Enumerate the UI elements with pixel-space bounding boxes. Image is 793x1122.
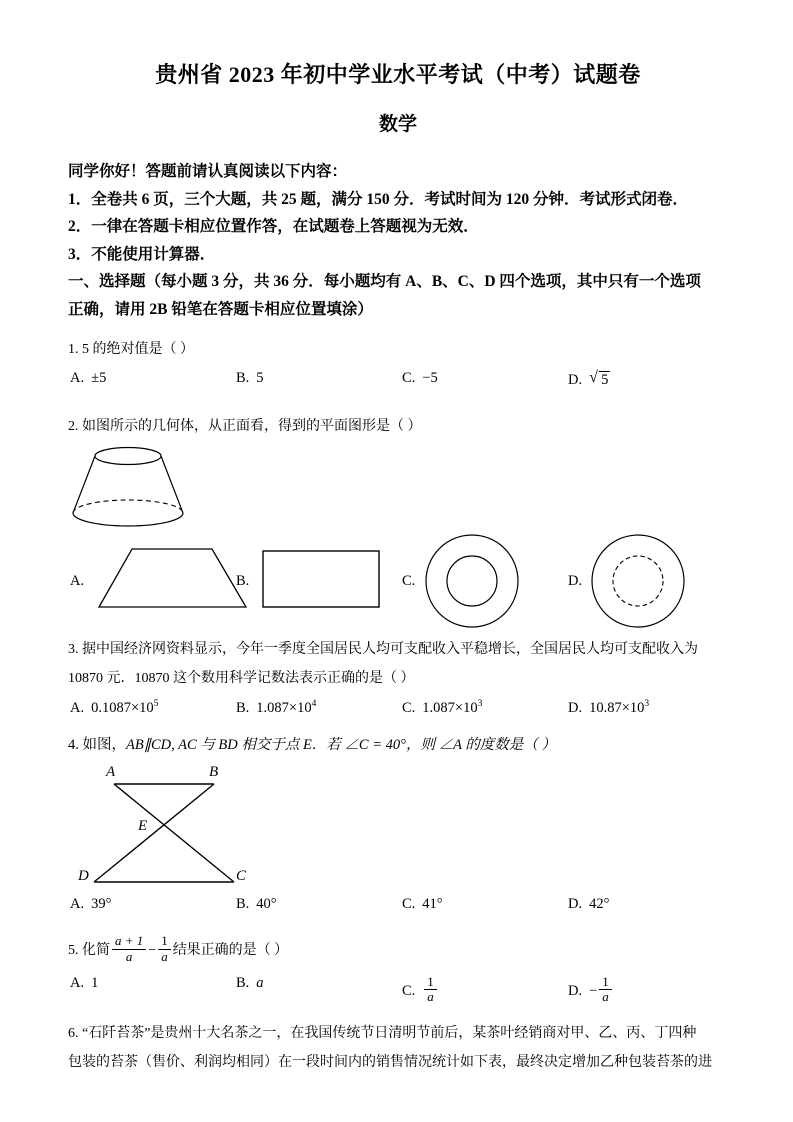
question-3-option-d[interactable]: D. $10.87\times 10^3$: [568, 699, 650, 716]
option-label: A.: [70, 370, 85, 386]
question-2-option-c-label[interactable]: C.: [402, 573, 416, 589]
section-heading-line-2: 正确，请用 2B 铅笔在答题卡相应位置填涂）: [68, 300, 373, 318]
question-5-option-a[interactable]: [70, 975, 98, 992]
option-text: 39°: [91, 896, 112, 912]
question-3-stem-line-1: [68, 635, 728, 664]
svg-text:B: B: [209, 764, 219, 780]
question-3-options: [68, 699, 728, 729]
question-5-option-d[interactable]: [568, 975, 614, 1005]
question-6-number: 6.: [68, 1025, 79, 1041]
question-2-number: 2.: [68, 419, 79, 434]
rectangle-shape-icon: [258, 541, 418, 623]
question-4-option-b[interactable]: [236, 896, 277, 913]
question-4-option-c[interactable]: [402, 896, 443, 913]
fraction-denominator: a: [424, 989, 437, 1005]
svg-text:D: D: [78, 868, 89, 884]
option-label: B.: [236, 370, 250, 386]
option-mantissa: 1.087: [256, 699, 289, 716]
option-label: B.: [236, 974, 250, 991]
question-3-number: 3.: [68, 642, 79, 657]
section-heading-line-1: 一、选择题（每小题 3 分，共 36 分．每小题均有 A、B、C、D 四个选项，其中只有一个选项: [68, 273, 701, 290]
svg-text:C: C: [236, 868, 247, 884]
fraction-1-over-a: [599, 975, 612, 1005]
option-text: ±5: [91, 370, 107, 386]
question-5-stem: [68, 934, 728, 965]
question-2-option-figures: [68, 533, 728, 631]
question-2-option-d-label[interactable]: D.: [568, 573, 583, 589]
svg-text:A: A: [106, 764, 116, 780]
negative-sign: −: [589, 982, 598, 999]
svg-text:E: E: [138, 818, 148, 834]
instruction-item-2: 2．一律在答题卡相应位置作答，在试题卷上答题视为无效．: [68, 218, 479, 235]
question-1-text: 5 的绝对值是（ ）: [82, 342, 194, 357]
fraction-a-plus-1-over-a: [112, 934, 146, 964]
question-5-options: [68, 975, 728, 1009]
fraction-1-over-a: [158, 934, 171, 964]
option-base: 10: [297, 699, 312, 716]
option-label: C.: [402, 370, 416, 386]
option-exponent: 3: [644, 699, 650, 709]
option-label: A.: [70, 896, 85, 912]
question-1-number: 1.: [68, 342, 79, 357]
concentric-circles-solid-icon: [420, 533, 530, 631]
question-4-figure-bowtie: [68, 760, 728, 896]
question-2-stem: [68, 412, 728, 441]
fraction-1-over-a: [424, 975, 437, 1005]
question-3-stem-line-2: 10870 元．10870 这个数用科学记数法表示正确的是（ ）: [68, 671, 415, 686]
fraction-numerator: 1: [161, 933, 168, 948]
question-5-option-c[interactable]: [402, 975, 439, 1005]
question-2-option-b-label[interactable]: B.: [236, 573, 250, 589]
question-4-option-d[interactable]: [568, 896, 609, 913]
page-content: [68, 0, 728, 1077]
minus-sign: −: [148, 942, 157, 958]
instruction-item-3: 3．不能使用计算器．: [68, 245, 216, 263]
question-1-option-c[interactable]: [402, 370, 438, 387]
question-2-text: 如图所示的几何体，从正面看，得到的平面图形是（ ）: [82, 419, 422, 434]
question-1-option-a[interactable]: [70, 370, 106, 387]
option-text: 40°: [256, 896, 277, 912]
trapezoid-shape-icon: [94, 541, 254, 623]
page-title: 贵州省 2023 年初中学业水平考试（中考）试题卷: [155, 62, 641, 87]
question-2-figure-frustum: [68, 445, 728, 531]
question-2-option-a-label[interactable]: A.: [70, 573, 85, 589]
option-label: C.: [402, 896, 416, 912]
question-4-text-prefix: 如图，: [82, 737, 126, 753]
question-5-text-prefix: 化简: [82, 942, 110, 958]
option-base: 10: [463, 699, 478, 716]
option-text: 5: [256, 370, 264, 386]
question-5-option-b[interactable]: [236, 975, 264, 992]
question-6-stem-line-1: [68, 1019, 728, 1048]
option-label: B.: [236, 699, 250, 716]
question-1-option-b[interactable]: [236, 370, 264, 387]
instructions-block: [68, 158, 728, 323]
instruction-greeting: 同学你好！答题前请认真阅读以下内容：: [68, 163, 348, 180]
option-text: 1: [91, 974, 99, 991]
question-5-number: 5.: [68, 942, 79, 958]
option-exponent: 3: [477, 699, 483, 709]
question-1-options: [68, 370, 728, 400]
fraction-denominator: a: [112, 949, 146, 965]
fraction-denominator: a: [599, 989, 612, 1005]
question-4-text-math: AB∥CD, AC 与 BD 相交于点 E．若 ∠C = 40°，则 ∠A 的度数是（ ）: [126, 737, 556, 753]
question-3-option-c[interactable]: C. $1.087\times 10^3$: [402, 699, 483, 716]
option-label: D.: [568, 982, 583, 999]
subject-title: 数学: [378, 114, 417, 135]
question-4-options: [68, 896, 728, 926]
option-label: C.: [402, 699, 416, 716]
sqrt-icon: √ 5: [589, 370, 610, 389]
option-exponent: 4: [311, 699, 317, 709]
question-3-text-1: 据中国经济网资料显示，今年一季度全国居民人均可支配收入平稳增长，全国居民人均可支配收入为: [82, 642, 698, 657]
question-3-option-b[interactable]: B. $1.087\times 10^4$: [236, 699, 317, 716]
option-exponent: 5: [153, 699, 159, 709]
option-label: A.: [70, 699, 85, 716]
option-label: D.: [568, 699, 583, 716]
option-text: 42°: [589, 896, 610, 912]
option-label: A.: [70, 974, 85, 991]
option-label: B.: [236, 896, 250, 912]
option-text: a: [256, 974, 264, 991]
question-6-text-1: “石阡苔茶”是贵州十大名茶之一，在我国传统节日清明节前后，某茶叶经销商对甲、乙、丙、丁四种: [82, 1025, 697, 1041]
option-text: 41°: [422, 896, 443, 912]
question-4-stem: [68, 731, 728, 760]
question-3-option-a[interactable]: A. $0.1087\times 10^5$: [70, 699, 159, 716]
fraction-numerator: a + 1: [115, 933, 144, 948]
question-4-number: 4.: [68, 737, 79, 753]
option-mantissa: 1.087: [422, 699, 455, 716]
option-base: 10: [139, 699, 154, 716]
fraction-numerator: 1: [427, 973, 434, 989]
option-label: D.: [568, 896, 583, 912]
option-label: C.: [402, 982, 416, 999]
fraction-numerator: 1: [602, 973, 609, 989]
question-4-option-a[interactable]: [70, 896, 111, 913]
question-1-stem: [68, 335, 728, 364]
option-base: 10: [629, 699, 645, 716]
option-label: D.: [568, 372, 583, 388]
question-6-stem-line-2: 包装的苔茶（售价、利润均相同）在一段时间内的销售情况统计如下表，最终决定增加乙种包装苔茶的进: [68, 1054, 712, 1070]
question-5-text-suffix: 结果正确的是（ ）: [172, 942, 289, 958]
concentric-circles-dashed-inner-icon: [586, 533, 696, 631]
option-mantissa: 10.87: [589, 699, 622, 716]
question-1-option-d[interactable]: [568, 370, 610, 389]
instruction-item-1: 1．全卷共 6 页，三个大题，共 25 题，满分 150 分．考试时间为 120 分钟．考试形式闭卷．: [68, 190, 689, 208]
fraction-denominator: a: [158, 949, 171, 965]
option-text: −5: [422, 370, 438, 386]
option-mantissa: 0.1087: [91, 699, 131, 716]
